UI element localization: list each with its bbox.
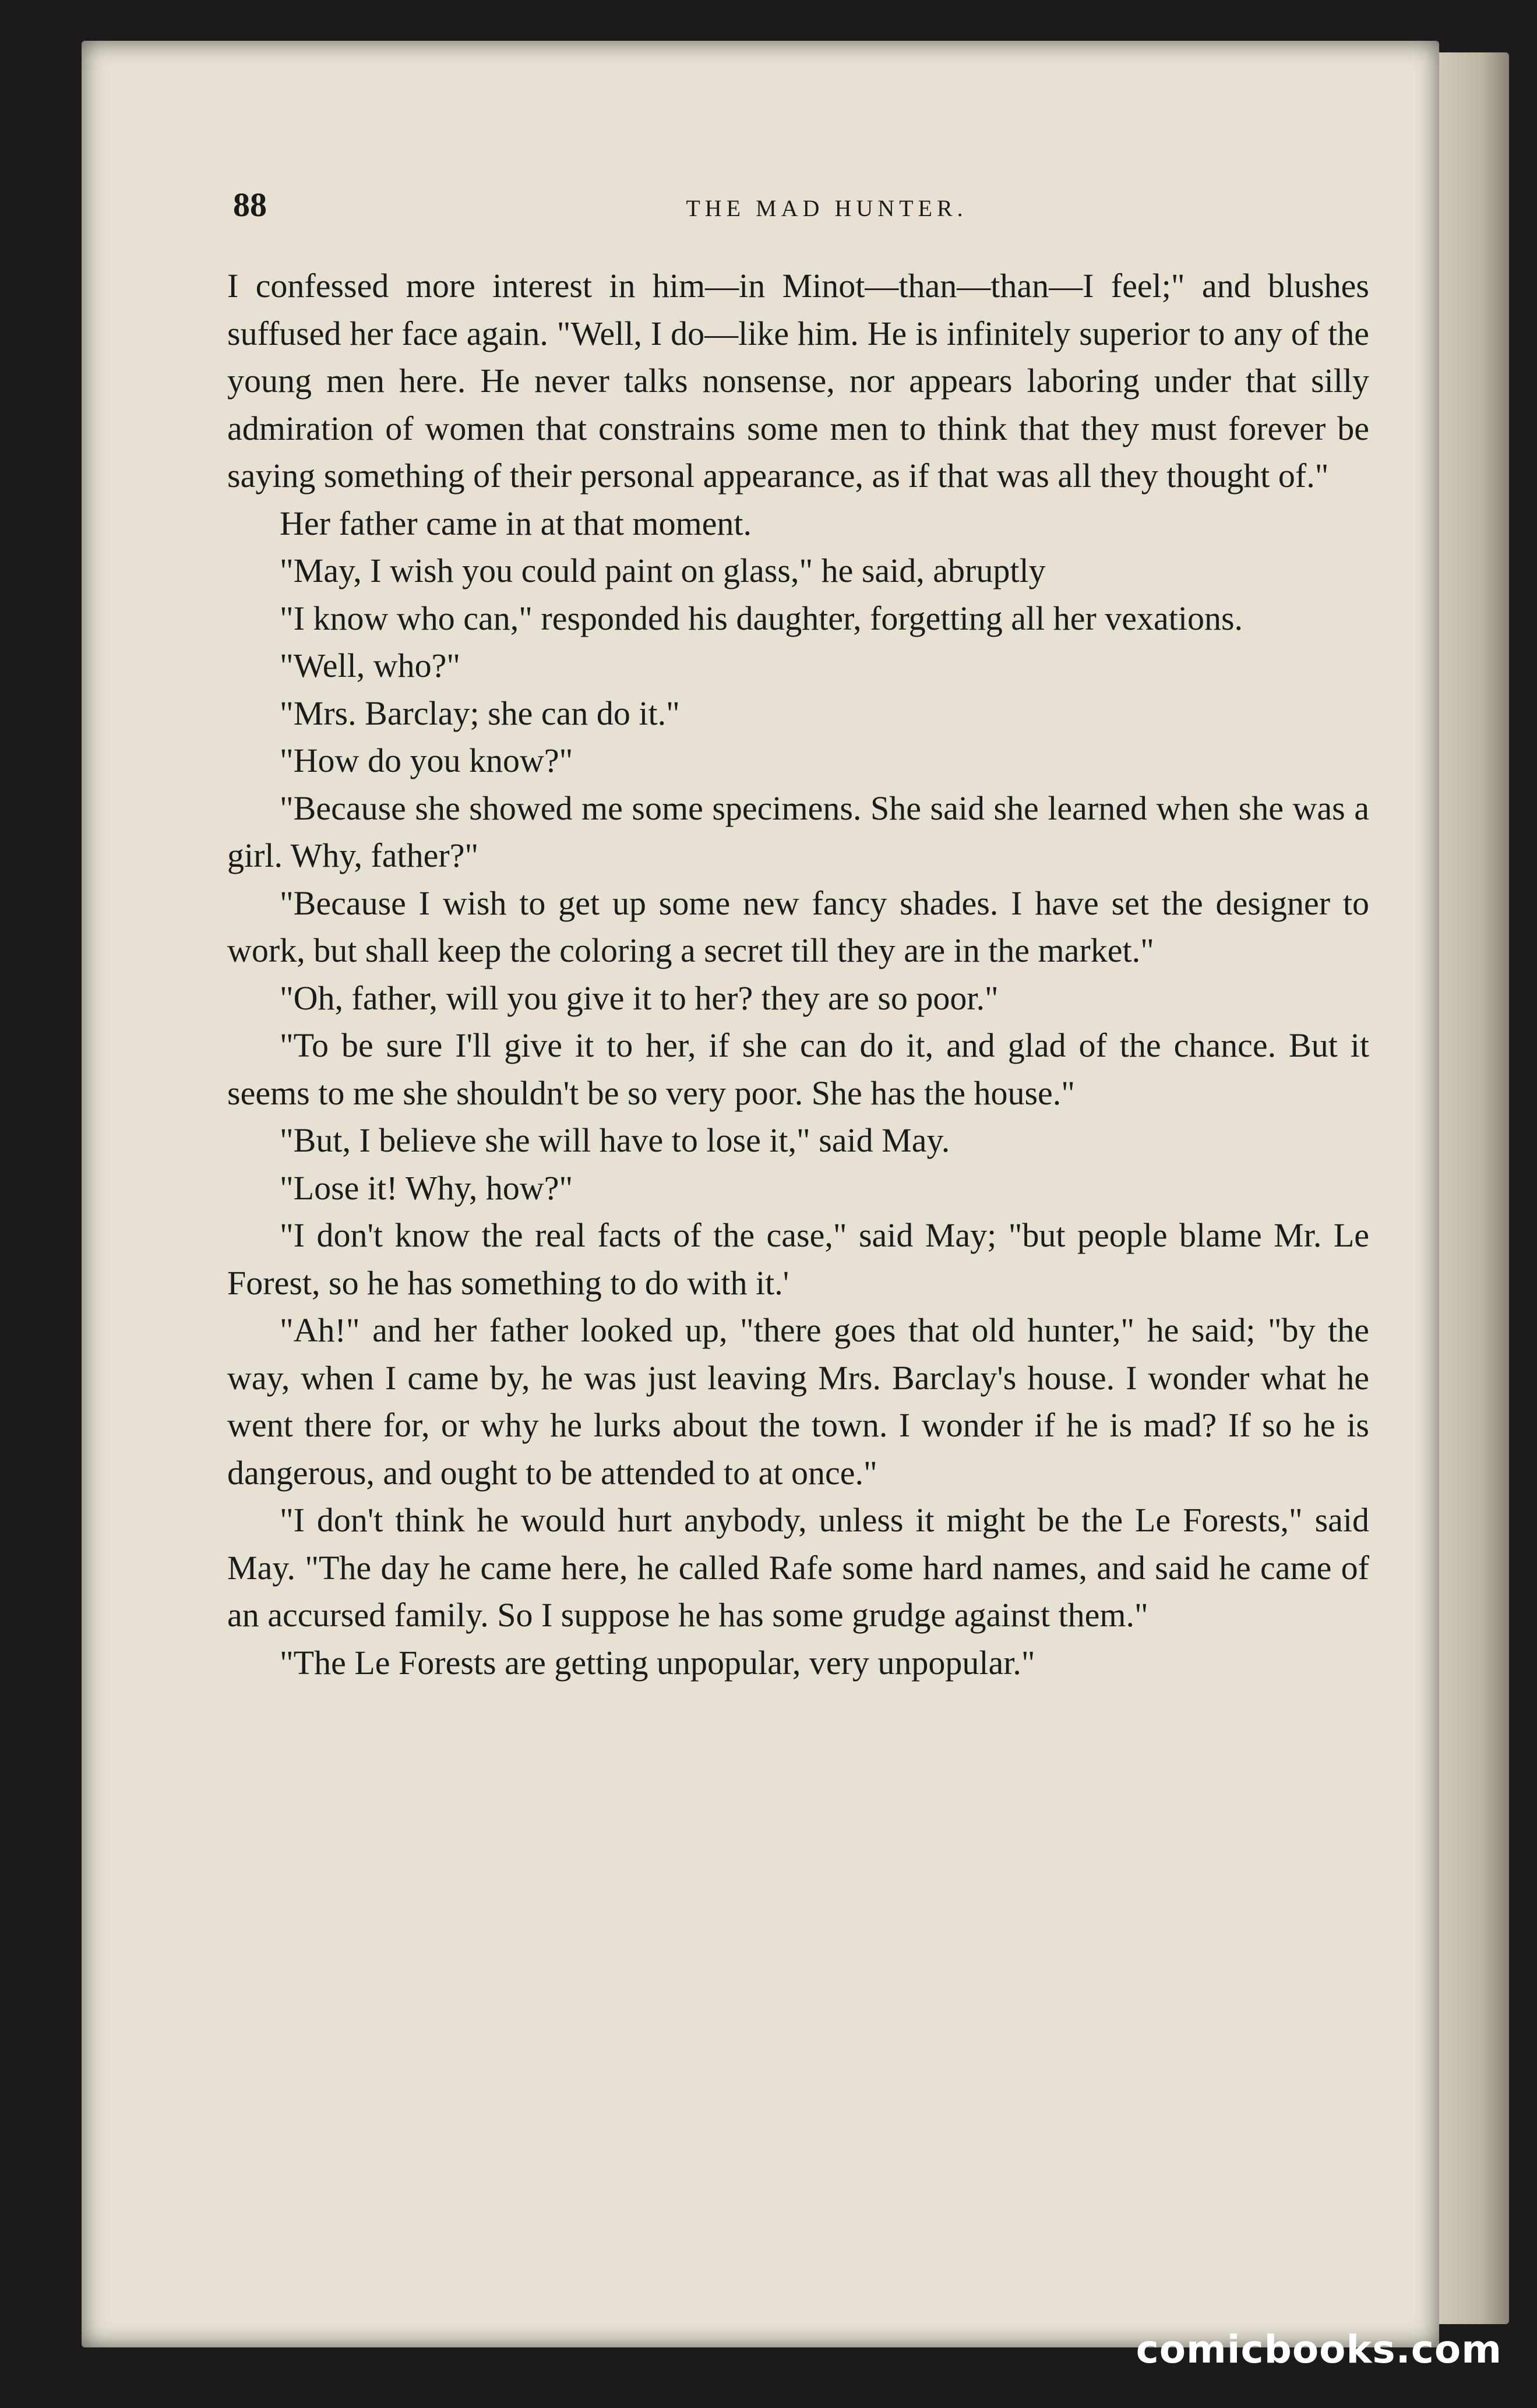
paragraph-16: "I don't think he would hurt anybody, unless it might be the Le Forests," said May. "The day he came here, he called Rafe some hard names, and said he came of an accursed family. So I suppose he has some grudge against them." bbox=[227, 1501, 1369, 1634]
paragraph-15: "Ah!" and her father looked up, "there goes that old hunter," he said; "by the way, when I came by, he was just leaving Mrs. Barclay's house. I wonder what he went there for, or why he lurks about the town. I wonder if he is mad? If so he is dangerous, and ought to be attended to at once." bbox=[227, 1311, 1369, 1492]
paragraph-14: "I don't know the real facts of the case," said May; "but people blame Mr. Le Forest, so he has something to do with it.' bbox=[227, 1216, 1369, 1302]
paragraph-2: Her father came in at that moment. bbox=[280, 504, 752, 542]
paragraph-8: "Because she showed me some specimens. She said she learned when she was a girl. Why, father?" bbox=[227, 789, 1369, 874]
watermark: comicbooks.com bbox=[1136, 2327, 1502, 2372]
paragraph-13: "Lose it! Why, how?" bbox=[280, 1168, 573, 1207]
page-edge bbox=[1439, 52, 1509, 2324]
paragraph-9: "Because I wish to get up some new fancy shades. I have set the designer to work, but shall keep the coloring a secret till they are in the market." bbox=[227, 884, 1369, 969]
paragraph-5: "Well, who?" bbox=[280, 647, 461, 684]
running-head bbox=[233, 185, 1420, 224]
paragraph-10: "Oh, father, will you give it to her? they are so poor." bbox=[280, 979, 999, 1017]
book-title: THE MAD HUNTER. bbox=[686, 195, 968, 221]
paragraph-11: "To be sure I'll give it to her, if she can do it, and glad of the chance. But it seems to me she shouldn't be so very poor. She has the house." bbox=[227, 1026, 1369, 1112]
paragraph-3: "May, I wish you could paint on glass," he said, abruptly bbox=[280, 552, 1046, 589]
body-text bbox=[227, 262, 1369, 1686]
paragraph-12: "But, I believe she will have to lose it," said May. bbox=[280, 1121, 950, 1159]
page-number: 88 bbox=[233, 186, 267, 224]
paragraph-1: I confessed more interest in him—in Minot—than—than—I feel;" and blushes suffused her face again. "Well, I do—like him. He is infinitely superior to any of the young men here. He never talks nonsense, nor appears laboring under that silly admiration of women that constrains some men to think that they must forever be saying something of their personal appearance, as if that was all they thought of." bbox=[227, 267, 1369, 495]
paragraph-7: "How do you know?" bbox=[280, 742, 573, 779]
paragraph-4: "I know who can," responded his daughter, forgetting all her vexations. bbox=[280, 599, 1243, 637]
paragraph-6: "Mrs. Barclay; she can do it." bbox=[280, 694, 680, 732]
paragraph-17: "The Le Forests are getting unpopular, very unpopular." bbox=[280, 1643, 1035, 1682]
